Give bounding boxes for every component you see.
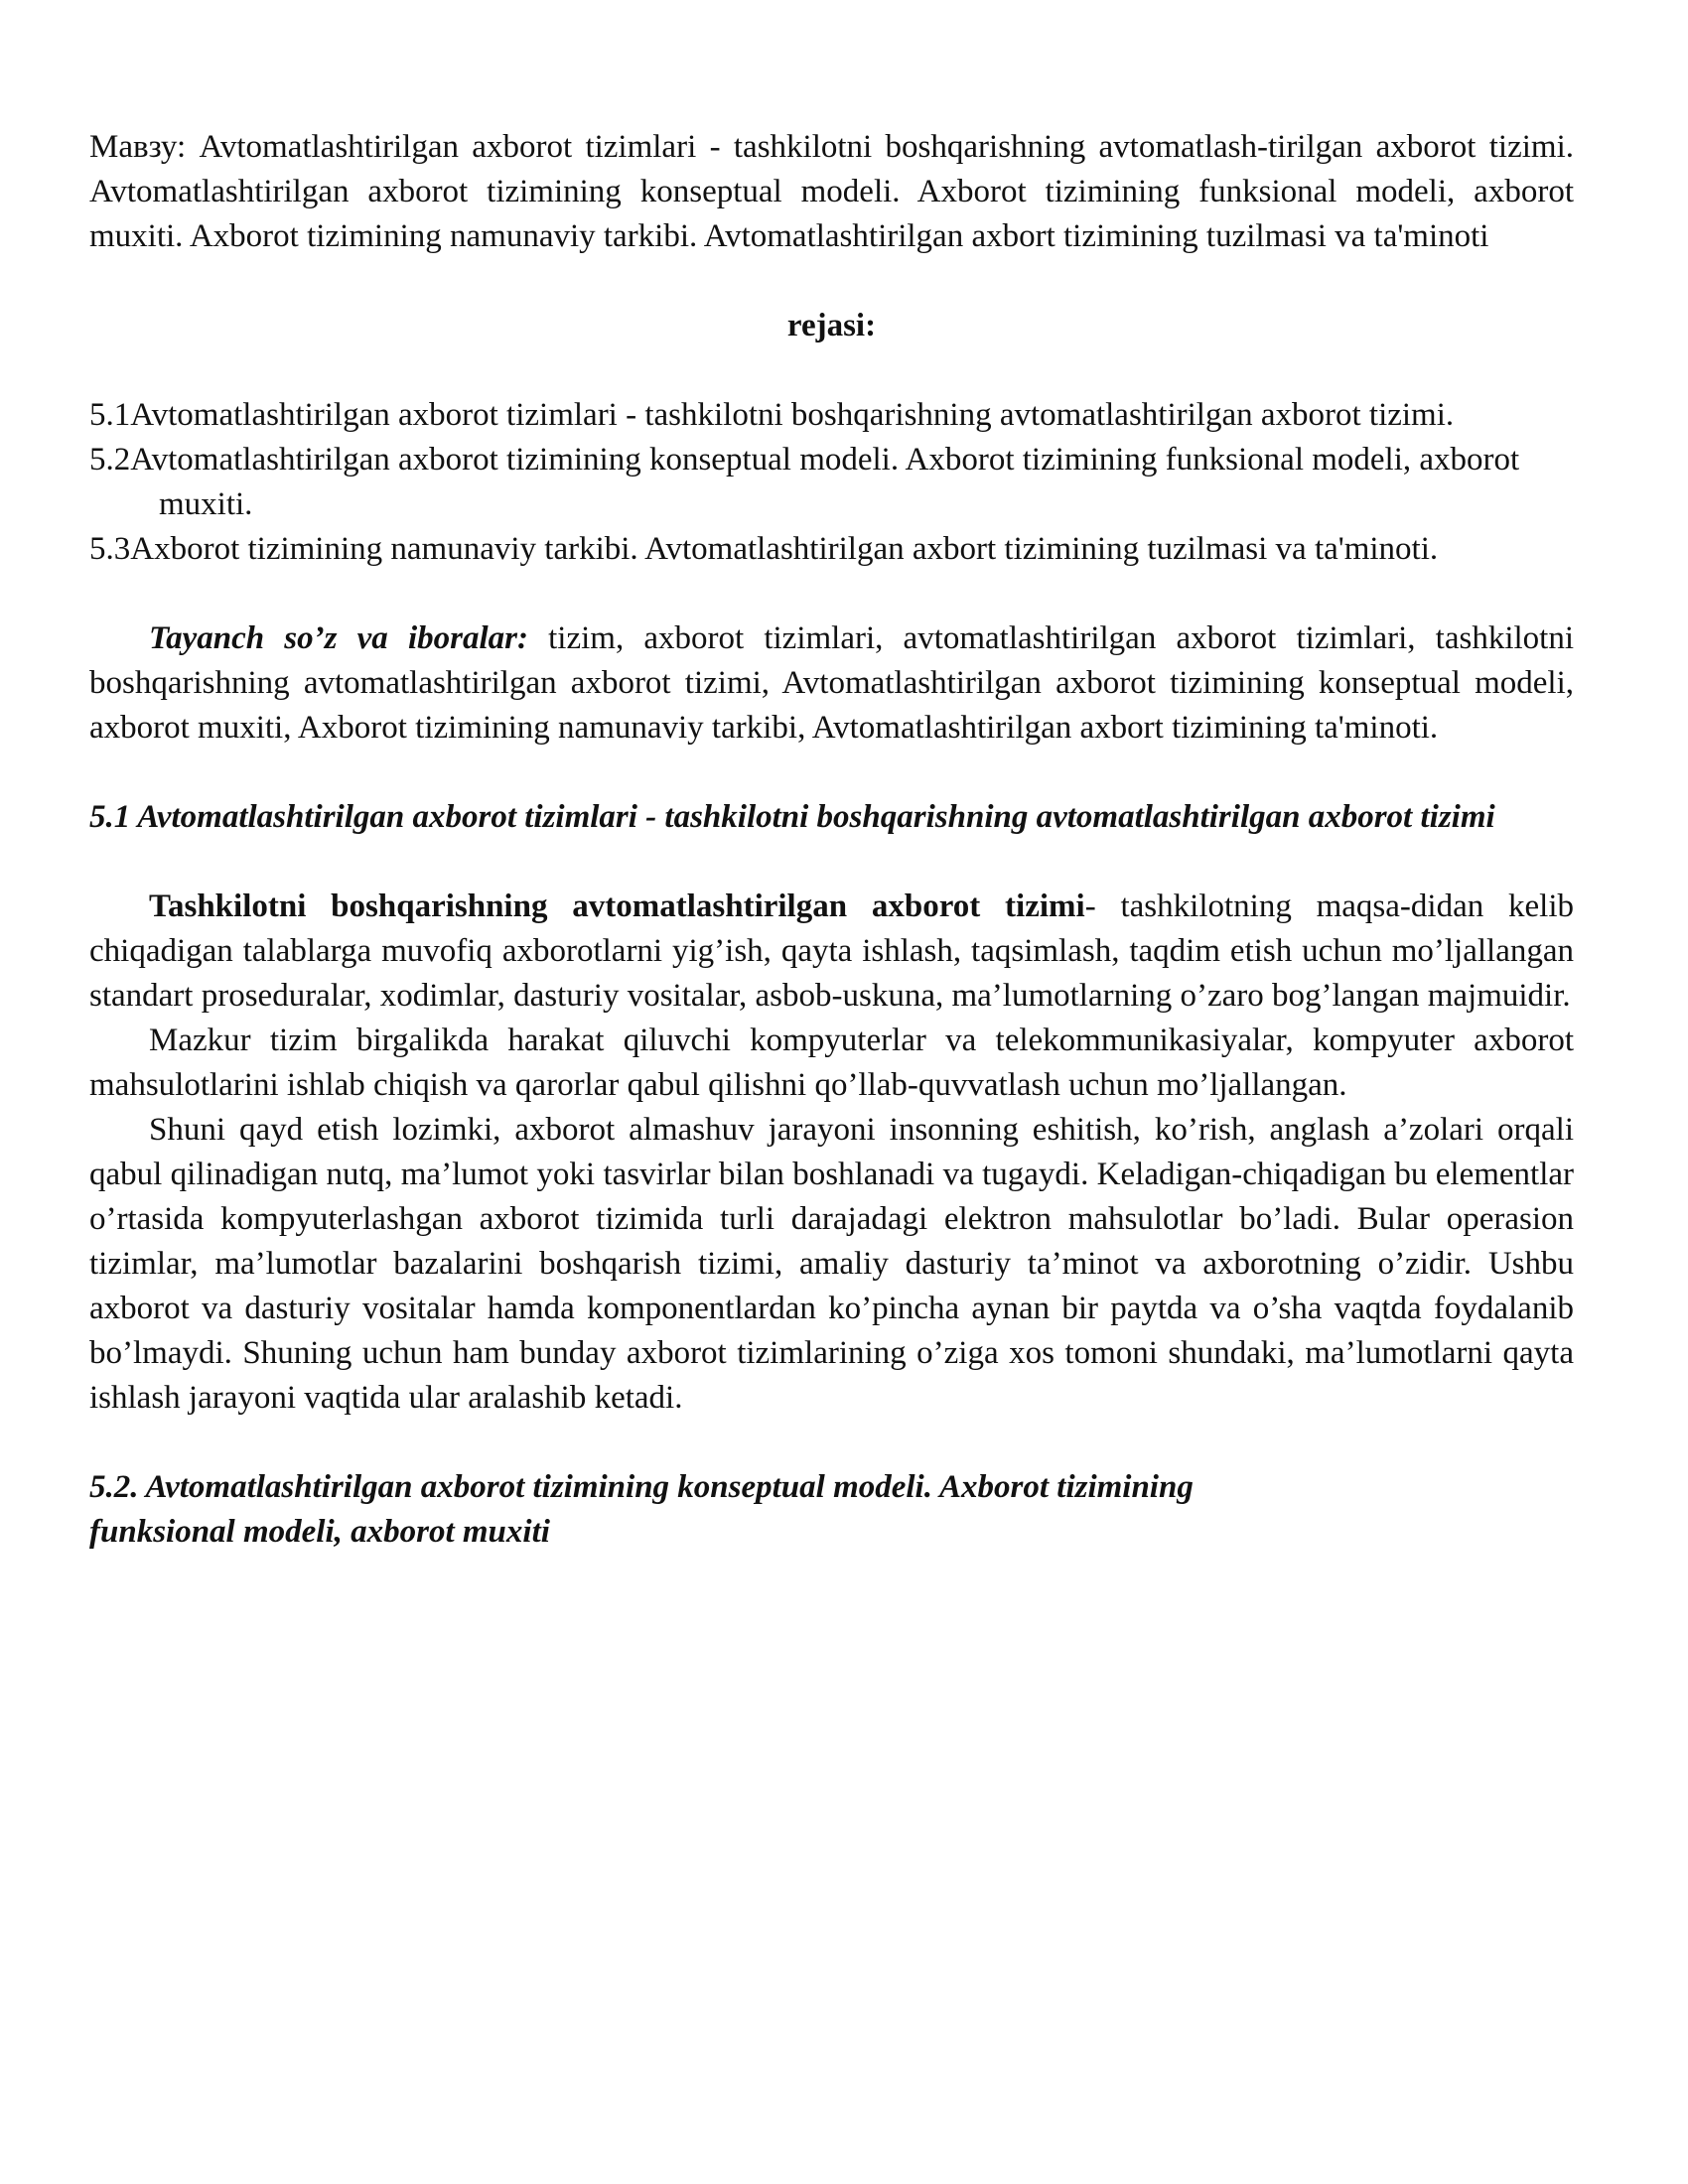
document-page xyxy=(89,125,1574,1555)
plan-item xyxy=(89,393,1574,438)
plan-item-text: Axborot tizimining namunaviy tarkibi. Avtomatlashtirilgan axbort tizimining tuzilmasi va ta'minoti. xyxy=(130,531,1439,567)
plan-list xyxy=(89,393,1574,572)
body-paragraph: Mazkur tizim birgalikda harakat qiluvchi kompyuterlar va telekommunikasiyalar, kompyuter axborot mahsulotlarini ishlab chiqish va qarorlar qabul qilishni qo’llab-quvvatlash uchun mo’ljallangan. xyxy=(89,1023,1574,1103)
section-5-2-heading-line: funksional modeli, axborot muxiti xyxy=(89,1514,550,1550)
section-5-1-heading: 5.1 Avtomatlashtirilgan axborot tizimlari - tashkilotni boshqarishning avtomatlashtirilgan axborot tizimi xyxy=(89,799,1495,835)
definition-paragraph xyxy=(89,885,1574,1019)
spacer xyxy=(89,348,1574,393)
keywords-paragraph xyxy=(89,616,1574,751)
spacer xyxy=(89,751,1574,795)
spacer xyxy=(89,259,1574,304)
topic-paragraph: Мавзу: Avtomatlashtirilgan axborot tizimlari - tashkilotni boshqarishning avtomatlash-tirilgan axborot tizimi. Avtomatlashtirilgan axborot tizimining konseptual modeli. Axborot tizimining funksional modeli, axborot muxiti. Axborot tizimining namunaviy tarkibi. Avtomatlashtirilgan axbort tizimining tuzilmasi va ta'minoti xyxy=(89,129,1574,254)
plan-item xyxy=(89,438,1574,527)
spacer xyxy=(89,1421,1574,1465)
plan-item-text: Avtomatlashtirilgan axborot tizimining konseptual modeli. Axborot tizimining funksional modeli, axborot muxiti. xyxy=(130,442,1520,522)
plan-item-number: 5.3 xyxy=(89,531,131,567)
spacer xyxy=(89,840,1574,885)
keywords-label: Tayanch so’z va iboralar: xyxy=(149,620,528,656)
definition-text: - tashkilotning maqsa-didan kelib chiqadigan talablarga muvofiq axborotlarni yig’ish, qayta ishlash, taqsimlash, taqdim etish uchun mo’ljallangan standart proseduralar, xodimlar, dasturiy vositalar, asbob-uskuna, ma’lumotlarning o’zaro bog’langan majmuidir. xyxy=(89,888,1575,1014)
plan-heading: rejasi: xyxy=(786,308,877,343)
keywords-text: tizim, axborot tizimlari, avtomatlashtirilgan axborot tizimlari, tashkilotni boshqarishning avtomatlashtirilgan axborot tizimi, Avtomatlashtirilgan axborot tizimining konseptual modeli, axborot muxiti, Axborot tizimining namunaviy tarkibi, Avtomatlashtirilgan axbort tizimining ta'minoti. xyxy=(89,620,1574,746)
definition-term: Tashkilotni boshqarishning avtomatlashtirilgan axborot tizimi xyxy=(149,888,1085,924)
plan-item-number: 5.2 xyxy=(89,442,131,478)
plan-item-number: 5.1 xyxy=(89,397,131,433)
body-paragraph: Shuni qayd etish lozimki, axborot almashuv jarayoni insonning eshitish, ko’rish, anglash a’zolari orqali qabul qilinadigan nutq, ma’lumot yoki tasvirlar bilan boshlanadi va tugaydi. Keladigan-chiqadigan bu elementlar o’rtasida kompyuterlashgan axborot tizimida turli darajadagi elektron mahsulotlar bo’ladi. Bular operasion tizimlar, ma’lumotlar bazalarini boshqarish tizimi, amaliy dasturiy ta’minot va axborotning o’zidir. Ushbu axborot va dasturiy vositalar hamda komponentlardan ko’pincha aynan bir paytda va o’sha vaqtda foydalanib bo’lmaydi. Shuning uchun ham bunday axborot tizimlarining o’ziga xos tomoni shundaki, ma’lumotlarni qayta ishlash jarayoni vaqtida ular aralashib ketadi. xyxy=(89,1112,1574,1416)
section-5-2-heading-line: 5.2. Avtomatlashtirilgan axborot tizimining konseptual modeli. Axborot tizimining xyxy=(89,1469,1194,1505)
section-5-2-heading xyxy=(89,1465,1574,1555)
plan-item xyxy=(89,527,1574,572)
spacer xyxy=(89,572,1574,616)
plan-item-text: Avtomatlashtirilgan axborot tizimlari - tashkilotni boshqarishning avtomatlashtirilgan axborot tizimi. xyxy=(130,397,1455,433)
